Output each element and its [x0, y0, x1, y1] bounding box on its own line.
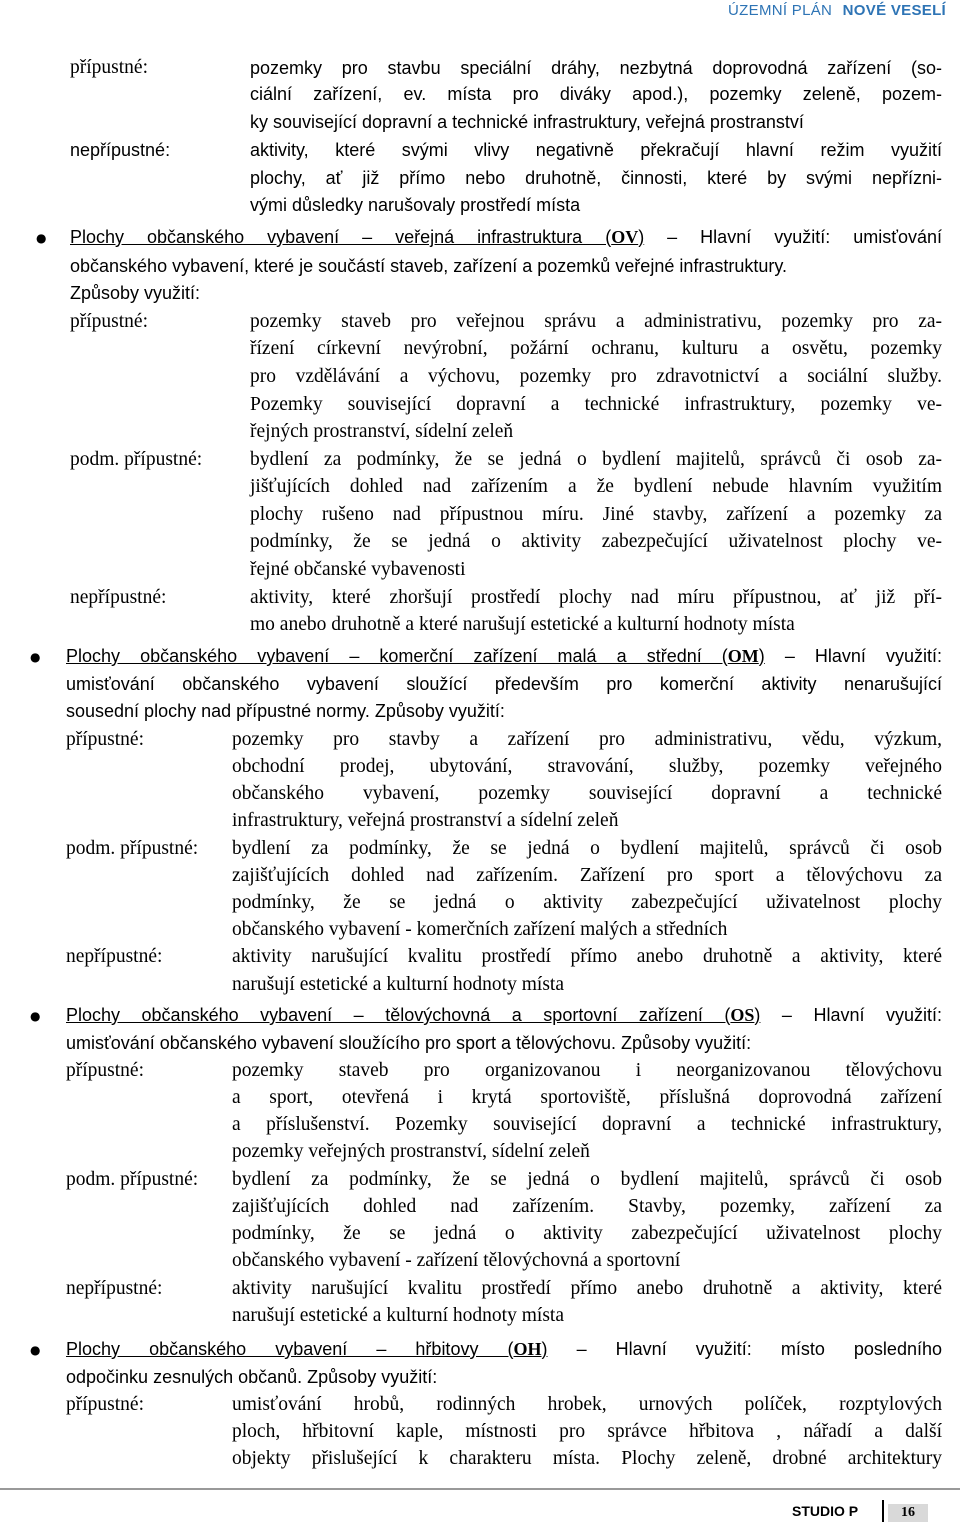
text-line: umisťování občanského vybavení sloužící především pro komerční aktivity nenarušující	[66, 674, 942, 694]
header-title: ÚZEMNÍ PLÁN	[728, 2, 833, 19]
text-line: odpočinku zesnulých občanů. Způsoby využití:	[66, 1367, 438, 1387]
label-permitted: přípustné:	[66, 1394, 144, 1415]
text-line: plochy, ať již přímo nebo druhotně, činnosti, které by svými nepřízni-	[250, 168, 942, 188]
label-permitted: přípustné:	[66, 729, 144, 750]
label-permitted: přípustné:	[70, 57, 148, 78]
zone-code: OM	[727, 646, 759, 666]
text-line: pozemky pro stavby a zařízení pro administrativu, vědu, výzkum,	[232, 729, 942, 750]
text-line: podmínky, že se jedná o aktivity zabezpečující uživatelnost plochy	[232, 892, 942, 913]
text-line: aktivity, které svými vlivy negativně překračují hlavní režim využití	[250, 140, 942, 160]
text-line: objekty přislušející k charakteru místa. Plochy zeleně, drobné architektury	[232, 1448, 942, 1469]
heading-rest: – Hlavní využití: místo posledního	[547, 1339, 942, 1359]
label-conditional: podm. přípustné:	[66, 838, 199, 859]
page-number: 16	[888, 1504, 928, 1522]
heading-paren: )	[758, 646, 765, 666]
text-line: aktivity, které zhoršují prostředí plochy nad míru přípustnou, ať již pří-	[250, 587, 942, 608]
zone-code: OV	[611, 227, 639, 247]
text-line: umisťování hrobů, rodinných hrobek, urnových políček, rozptylových	[232, 1394, 942, 1415]
text-line: řízení církevní nevýrobní, požární ochranu, kulturu a osvětu, pozemky	[250, 338, 942, 359]
text-line: plochy rušeno nad přípustnou míru. Jiné stavby, zařízení a pozemky za	[250, 504, 942, 525]
text-line: umisťování občanského vybavení sloužícího pro sport a tělovýchovu. Způsoby využití:	[66, 1033, 752, 1053]
label-forbidden: nepřípustné:	[70, 587, 167, 608]
heading-paren: )	[541, 1339, 548, 1359]
text-line: ciální zařízení, ev. místa pro diváky apod.), pozemky zeleně, pozem-	[250, 84, 942, 104]
bullet-icon: ●	[30, 1343, 41, 1357]
text-line: aktivity narušující kvalitu prostředí přímo anebo druhotně a aktivity, které	[232, 1278, 942, 1299]
heading-rest: – Hlavní využití:	[764, 646, 943, 666]
bullet-icon: ●	[36, 231, 47, 245]
text-line: podmínky, že se jedná o aktivity zabezpečující uživatelnost plochy ve-	[250, 531, 942, 552]
text-line: Způsoby využití:	[70, 283, 201, 303]
footer-divider	[0, 1488, 960, 1490]
text-line: řejných prostranství, sídelní zeleň	[250, 421, 514, 442]
text-line: občanského vybavení, pozemky související dopravní a technické	[232, 783, 942, 804]
heading-underlined: Plochy občanského vybavení – hřbitovy (	[66, 1339, 514, 1359]
text-line: zajišťujících dohled nad zařízením. Zařízení pro sport a tělovýchovu za	[232, 865, 942, 886]
section-heading-oh	[66, 1340, 942, 1358]
text-line: aktivity narušující kvalitu prostředí přímo anebo druhotně a aktivity, které	[232, 946, 942, 967]
heading-underlined: Plochy občanského vybavení – tělovýchovná a sportovní zařízení (	[66, 1005, 731, 1025]
text-line: a sport, otevřená i krytá sportoviště, příslušná doprovodná zařízení	[232, 1087, 942, 1108]
label-conditional: podm. přípustné:	[66, 1169, 199, 1190]
text-line: pozemky staveb pro organizovanou i neorganizovanou tělovýchovu	[232, 1060, 942, 1081]
page-header	[728, 2, 946, 19]
text-line: pozemky veřejných prostranství, sídelní zeleň	[232, 1141, 590, 1162]
text-line: ploch, hřbitovní kaple, místnosti pro správce hřbitova , nářadí a další	[232, 1421, 942, 1442]
heading-paren: )	[638, 227, 645, 247]
text-line: sousední plochy nad přípustné normy. Způsoby využití:	[66, 701, 505, 721]
text-line: pro vzdělávání a výchovu, pozemky pro zdravotnictví a sociální služby.	[250, 366, 942, 387]
zone-code: OH	[513, 1339, 542, 1359]
section-heading-om	[66, 647, 942, 665]
text-line: řejné občanské vybavenosti	[250, 559, 466, 580]
header-town: NOVÉ VESELÍ	[842, 2, 946, 19]
label-conditional: podm. přípustné:	[70, 449, 203, 470]
heading-rest: – Hlavní využití: umisťování	[644, 227, 942, 247]
text-line: pozemky pro stavbu speciální dráhy, nezbytná doprovodná zařízení (so-	[250, 58, 942, 78]
section-heading-ov	[70, 228, 942, 246]
label-forbidden: nepřípustné:	[70, 140, 171, 160]
text-line: občanského vybavení, které je součástí staveb, zařízení a pozemků veřejné infrastruktury.	[70, 256, 788, 276]
heading-paren: )	[754, 1005, 761, 1025]
text-line: podmínky, že se jedná o aktivity zabezpečující uživatelnost plochy	[232, 1223, 942, 1244]
text-line: obchodní prodej, ubytování, stravování, služby, pozemky veřejného	[232, 756, 942, 777]
text-line: bydlení za podmínky, že se jedná o bydlení majitelů, správců či osob	[232, 1169, 942, 1190]
text-line: pozemky staveb pro veřejnou správu a administrativu, pozemky pro za-	[250, 311, 942, 332]
text-line: infrastruktury, veřejná prostranství a sídelní zeleň	[232, 810, 619, 831]
bullet-icon: ●	[30, 1009, 41, 1023]
heading-rest: – Hlavní využití:	[760, 1005, 943, 1025]
text-line: bydlení za podmínky, že se jedná o bydlení majitelů, správců či osob za-	[250, 449, 942, 470]
text-line: Pozemky související dopravní a technické infrastruktury, pozemky ve-	[250, 394, 942, 415]
heading-underlined: Plochy občanského vybavení – komerční zařízení malá a střední (	[66, 646, 728, 666]
text-line: občanského vybavení - komerčních zařízení malých a středních	[232, 919, 728, 940]
text-line: vými důsledky narušovaly prostředí místa	[250, 195, 581, 215]
footer-separator	[882, 1500, 884, 1522]
text-line: a příslušenství. Pozemky související dopravní a technické infrastruktury,	[232, 1114, 942, 1135]
text-line: jišťujících dohled nad zařízením a že bydlení nebude hlavním využitím	[250, 476, 942, 497]
label-forbidden: nepřípustné:	[66, 1278, 163, 1299]
footer-studio: STUDIO P	[792, 1503, 859, 1519]
zone-code: OS	[730, 1005, 755, 1025]
text-line: bydlení za podmínky, že se jedná o bydlení majitelů, správců či osob	[232, 838, 942, 859]
label-forbidden: nepřípustné:	[66, 946, 163, 967]
text-line: mo anebo druhotně a které narušují estetické a kulturní hodnoty místa	[250, 614, 795, 635]
text-line: zajišťujících dohled nad zařízením. Stavby, pozemky, zařízení za	[232, 1196, 942, 1217]
heading-underlined: Plochy občanského vybavení – veřejná infrastruktura (	[70, 227, 612, 247]
text-line: narušují estetické a kulturní hodnoty místa	[232, 1305, 564, 1326]
text-line: občanského vybavení - zařízení tělovýchovná a sportovní	[232, 1250, 681, 1271]
label-permitted: přípustné:	[70, 311, 148, 332]
section-heading-os	[66, 1006, 942, 1024]
text-line: narušují estetické a kulturní hodnoty místa	[232, 974, 564, 995]
bullet-icon: ●	[30, 650, 41, 664]
text-line: ky související dopravní a technické infrastruktury, veřejná prostranství	[250, 112, 804, 132]
label-permitted: přípustné:	[66, 1060, 144, 1081]
